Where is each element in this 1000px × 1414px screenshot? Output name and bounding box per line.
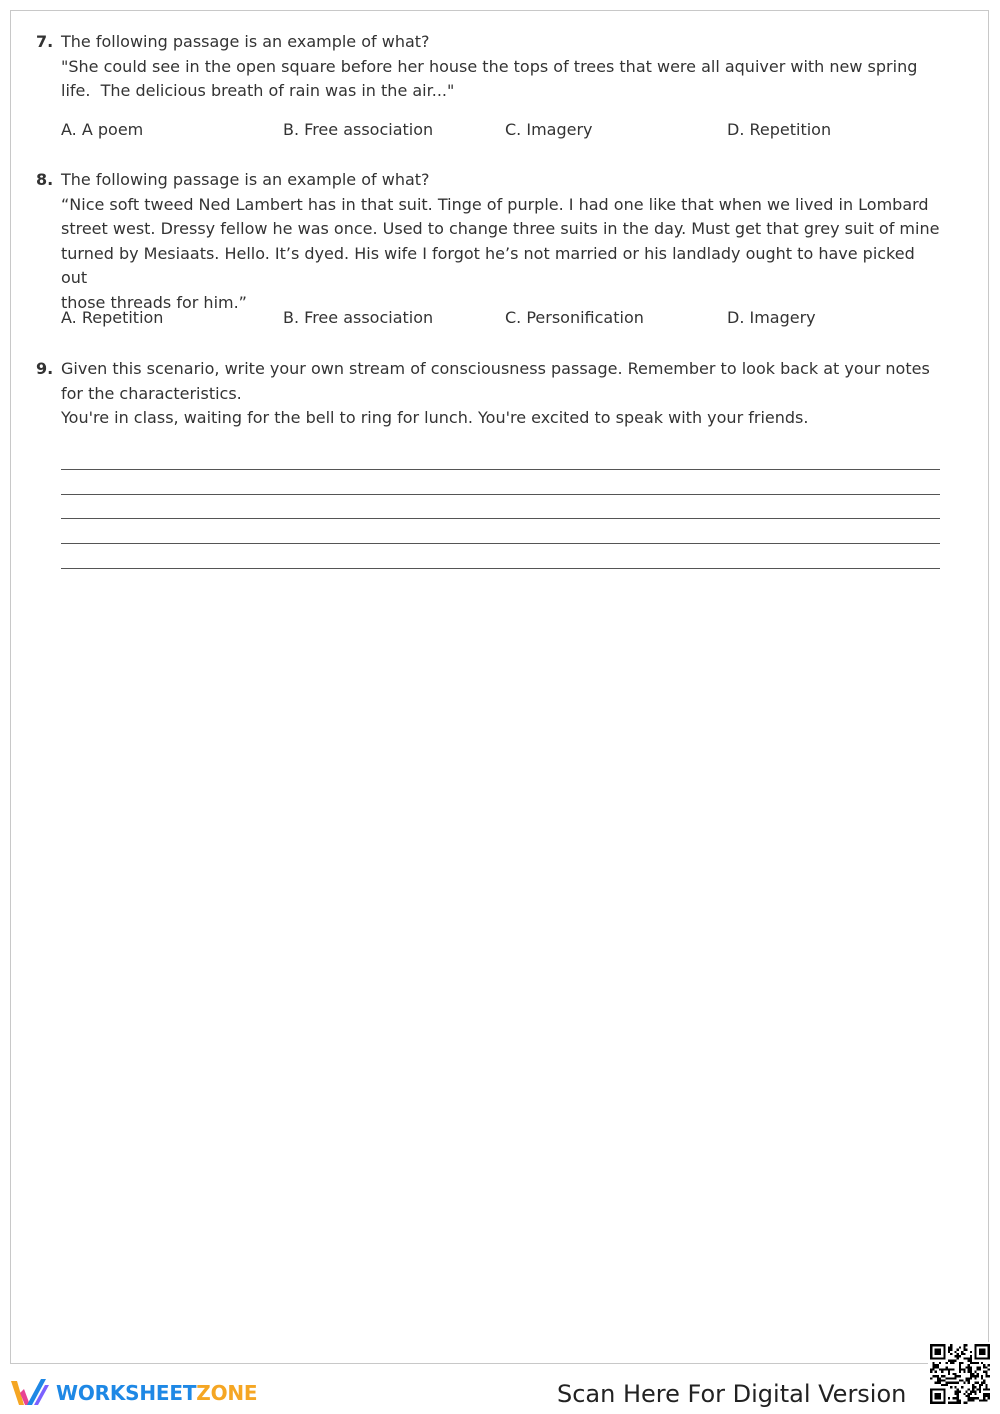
question-text [61,357,946,431]
scan-text: Scan Here For Digital Version [557,1380,907,1408]
option-b[interactable]: B. Free association [283,308,434,327]
question-prompt: for the characteristics. [61,383,242,403]
passage-line: life. The delicious breath of rain was in the air..." [61,81,455,100]
passage-line: street west. Dressy fellow he was once. Used to change three suits in the day. Must get that grey suit of mine [61,219,940,238]
w-logo-icon [10,1377,50,1409]
answer-line[interactable] [61,568,940,569]
brand-part-2: ZONE [196,1381,258,1405]
answer-line[interactable] [61,469,940,470]
passage-line: those threads for him.” [61,292,247,312]
brand-part-1: WORKSHEET [56,1381,197,1405]
question-text [61,168,946,315]
option-a[interactable]: A. A poem [61,120,144,139]
answer-line[interactable] [61,494,940,495]
option-b[interactable]: B. Free association [283,120,434,139]
question-prompt: The following passage is an example of what? [61,32,430,51]
qr-code-icon[interactable] [928,1342,992,1406]
brand-name [56,1381,257,1405]
passage-line: turned by Mesiaats. Hello. It’s dyed. His wife I forgot he’s not married or his landlady ought to have picked out [61,243,920,287]
answer-line[interactable] [61,543,940,544]
worksheetzone-logo[interactable] [10,1376,257,1410]
question-prompt: Given this scenario, write your own stream of consciousness passage. Remember to look back at your notes [61,359,930,378]
option-d[interactable]: D. Repetition [727,120,832,139]
option-d[interactable]: D. Imagery [727,308,816,327]
passage-line: “Nice soft tweed Ned Lambert has in that suit. Tinge of purple. I had one like that when we lived in Lombard [61,194,929,214]
question-7 [36,30,946,104]
passage-line: "She could see in the open square before her house the tops of trees that were all aquiver with new spring [61,56,918,76]
option-c[interactable]: C. Personification [505,308,644,327]
question-number: 7. [36,32,54,51]
question-number: 9. [36,359,54,378]
question-number: 8. [36,170,54,189]
question-9 [36,357,946,431]
question-8 [36,168,946,315]
answer-line[interactable] [61,518,940,519]
option-c[interactable]: C. Imagery [505,120,593,139]
question-prompt: The following passage is an example of what? [61,170,430,189]
scenario-text: You're in class, waiting for the bell to ring for lunch. You're excited to speak with your friends. [61,408,809,427]
option-a[interactable]: A. Repetition [61,308,164,327]
question-text [61,30,946,104]
